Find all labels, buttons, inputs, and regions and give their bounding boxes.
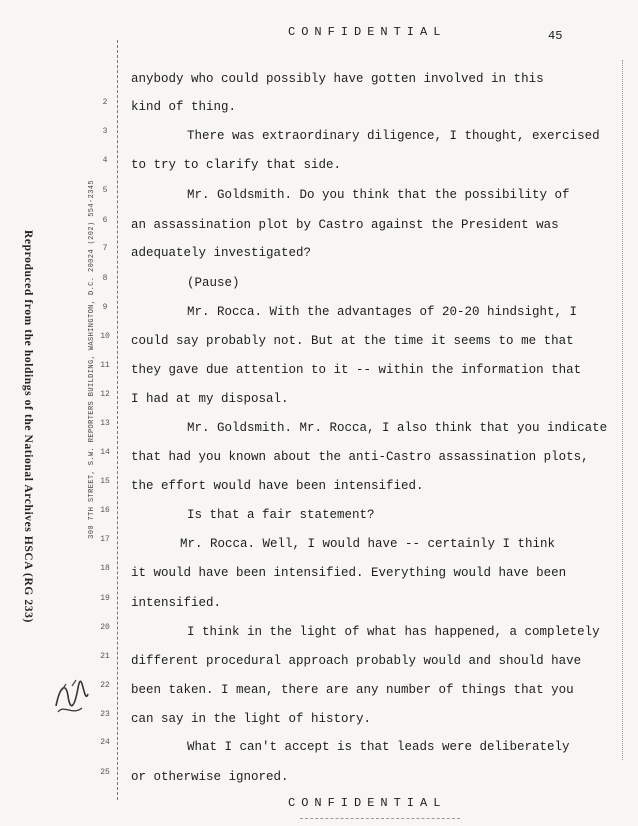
transcript-line: or otherwise ignored. bbox=[131, 770, 289, 784]
line-number: 19 bbox=[100, 594, 110, 603]
transcript-line: the effort would have been intensified. bbox=[131, 479, 424, 493]
transcript-line: could say probably not. But at the time it seems to me that bbox=[131, 334, 574, 348]
transcript-line: can say in the light of history. bbox=[131, 712, 372, 726]
transcript-line: Mr. Rocca. Well, I would have -- certainly I think bbox=[180, 537, 556, 551]
right-margin-rule bbox=[622, 60, 623, 760]
line-number: 3 bbox=[102, 127, 108, 136]
handwritten-initials-stamp bbox=[52, 676, 92, 720]
line-number: 11 bbox=[100, 361, 110, 370]
page-number: 45 bbox=[548, 29, 563, 43]
line-number: 12 bbox=[100, 390, 110, 399]
line-number: 13 bbox=[100, 419, 110, 428]
line-number: 14 bbox=[100, 448, 110, 457]
line-number: 17 bbox=[100, 535, 110, 544]
line-number: 18 bbox=[100, 564, 110, 573]
footer-confidential: CONFIDENTIAL bbox=[288, 796, 447, 810]
line-number: 9 bbox=[102, 303, 108, 312]
line-number: 21 bbox=[100, 652, 110, 661]
top-edge-mark bbox=[430, 0, 458, 8]
archive-reproduction-note: Reproduced from the holdings of the National Archives HSCA (RG 233) bbox=[22, 230, 34, 623]
line-number: 24 bbox=[100, 738, 110, 747]
left-margin-rule bbox=[117, 40, 118, 800]
transcript-line: intensified. bbox=[131, 596, 222, 610]
line-number: 4 bbox=[102, 156, 108, 165]
transcript-line: Mr. Goldsmith. Do you think that the possibility of bbox=[187, 188, 570, 202]
transcript-line: it would have been intensified. Everything would have been bbox=[131, 566, 567, 580]
transcript-line: an assassination plot by Castro against the President was bbox=[131, 218, 559, 232]
transcript-line: different procedural approach probably would and should have bbox=[131, 654, 582, 668]
transcript-line: been taken. I mean, there are any number of things that you bbox=[131, 683, 574, 697]
transcript-line: they gave due attention to it -- within the information that bbox=[131, 363, 582, 377]
line-number: 15 bbox=[100, 477, 110, 486]
reporter-address: 300 7TH STREET, S.W. REPORTERS BUILDING, WASHINGTON, D.C. 20024 (202) 554-2345 bbox=[88, 180, 96, 539]
transcript-line: adequately investigated? bbox=[131, 246, 312, 260]
line-number: 20 bbox=[100, 623, 110, 632]
transcript-line: to try to clarify that side. bbox=[131, 158, 342, 172]
transcript-line: There was extraordinary diligence, I thought, exercised bbox=[187, 129, 600, 143]
transcript-line: Mr. Rocca. With the advantages of 20-20 hindsight, I bbox=[187, 305, 578, 319]
line-number: 8 bbox=[102, 274, 108, 283]
transcript-line: kind of thing. bbox=[131, 100, 237, 114]
line-number: 25 bbox=[100, 768, 110, 777]
transcript-line: Mr. Goldsmith. Mr. Rocca, I also think that you indicate bbox=[187, 421, 608, 435]
transcript-line: that had you known about the anti-Castro assassination plots, bbox=[131, 450, 589, 464]
transcript-line: I think in the light of what has happened, a completely bbox=[187, 625, 600, 639]
line-number: 10 bbox=[100, 332, 110, 341]
line-number: 2 bbox=[102, 98, 108, 107]
transcript-line: What I can't accept is that leads were deliberately bbox=[187, 740, 570, 754]
line-number: 23 bbox=[100, 710, 110, 719]
footer-reporter-line bbox=[300, 818, 460, 819]
line-number: 16 bbox=[100, 506, 110, 515]
transcript-line: Is that a fair statement? bbox=[187, 508, 375, 522]
transcript-line: anybody who could possibly have gotten involved in this bbox=[131, 72, 544, 86]
line-number: 6 bbox=[102, 216, 108, 225]
transcript-line: I had at my disposal. bbox=[131, 392, 289, 406]
line-number: 5 bbox=[102, 186, 108, 195]
transcript-line: (Pause) bbox=[187, 276, 240, 290]
line-number: 22 bbox=[100, 681, 110, 690]
header-confidential: CONFIDENTIAL bbox=[288, 25, 447, 39]
line-number: 7 bbox=[102, 244, 108, 253]
